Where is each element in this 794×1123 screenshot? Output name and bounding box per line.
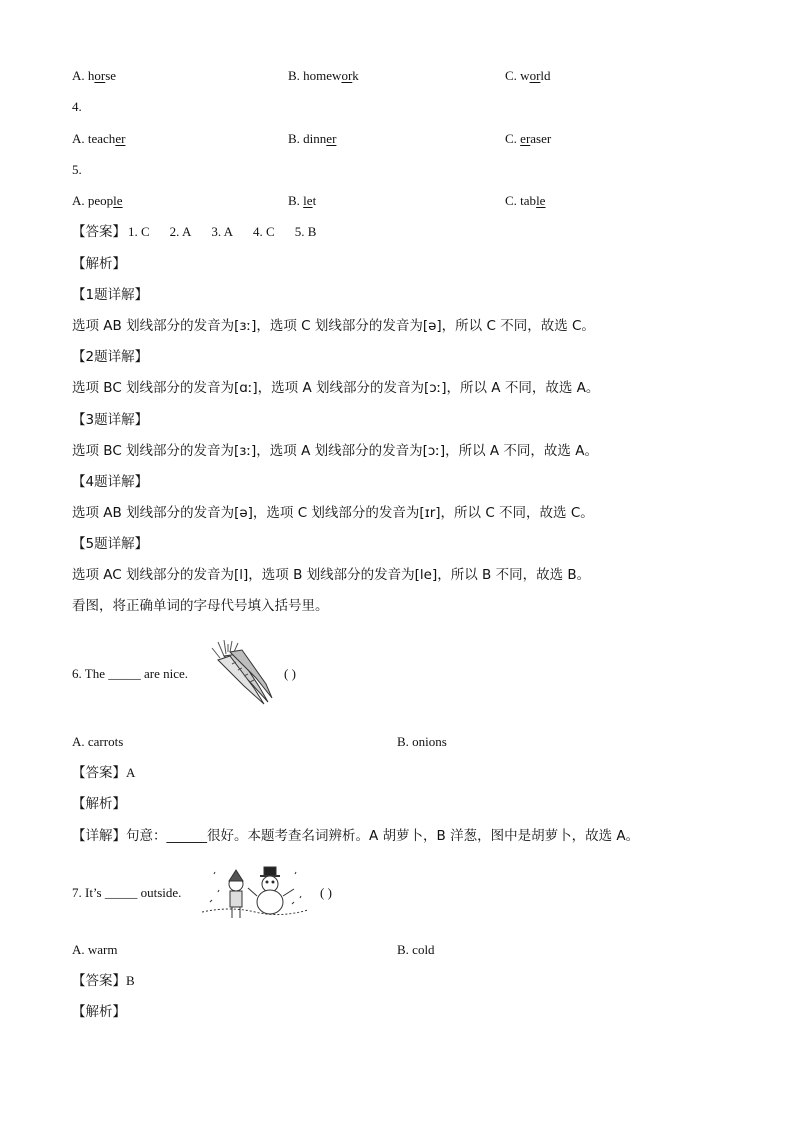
- answer-5: 5. B: [294, 224, 317, 239]
- q5-option-b: B. let: [288, 193, 317, 208]
- q6-detail: [72, 828, 639, 844]
- detail-4-heading: 【4题详解】: [72, 474, 149, 490]
- detail-5-heading: 【5题详解】: [72, 536, 149, 552]
- q6-answer: [72, 765, 135, 781]
- detail-3-heading: 【3题详解】: [72, 412, 149, 428]
- q7-answer: [72, 973, 135, 989]
- q6-detail-text: 句意：______很好。本题考查名词辨析。A 胡萝卜，B 洋葱，图中是胡萝卜，故选 A。: [126, 828, 640, 844]
- q6-option-a: A. carrots: [72, 734, 124, 749]
- q6-option-b: B. onions: [397, 734, 447, 749]
- q7-analysis-heading: 【解析】: [72, 1004, 126, 1020]
- q5-option-a: A. people: [72, 193, 123, 208]
- q4-option-b: B. dinner: [288, 131, 337, 146]
- answer-4: 4. C: [253, 224, 275, 239]
- snowman-picture: [200, 862, 310, 922]
- q7-option-a: A. warm: [72, 942, 118, 957]
- q7-stem: 7. It’s _____ outside.: [72, 885, 182, 900]
- q4-option-c: C. eraser: [505, 131, 552, 146]
- detail-3-text: 选项 BC 划线部分的发音为[ɜː]，选项 A 划线部分的发音为[ɔː]，所以 A 不同，故选 A。: [72, 443, 598, 459]
- q6-answer-paren: ( ): [284, 666, 296, 681]
- q3-option-c: C. world: [505, 68, 551, 83]
- q6-stem: 6. The _____ are nice.: [72, 666, 188, 681]
- q6-answer-tag: 【答案】: [72, 765, 126, 781]
- detail-1-text: 选项 AB 划线部分的发音为[ɜː]，选项 C 划线部分的发音为[ə]，所以 C 不同，故选 C。: [72, 318, 595, 334]
- q4-option-a: A. teacher: [72, 131, 126, 146]
- answer-tag: 【答案】: [72, 224, 126, 240]
- q3-option-a: A. horse: [72, 68, 117, 83]
- answers-1-5: [72, 224, 336, 240]
- analysis-heading: 【解析】: [72, 256, 126, 272]
- q5-option-c: C. table: [505, 193, 546, 208]
- answer-2: 2. A: [169, 224, 192, 239]
- q5-number: 5.: [72, 162, 82, 177]
- q6-answer-value: A: [126, 765, 136, 780]
- detail-1-heading: 【1题详解】: [72, 287, 149, 303]
- answer-3: 3. A: [211, 224, 234, 239]
- q3-option-b: B. homework: [288, 68, 359, 83]
- q6-detail-tag: 【详解】: [72, 828, 126, 844]
- q7-answer-value: B: [126, 973, 135, 988]
- q4-number: 4.: [72, 99, 82, 114]
- detail-2-text: 选项 BC 划线部分的发音为[ɑː]，选项 A 划线部分的发音为[ɔː]，所以 A 不同，故选 A。: [72, 380, 600, 396]
- detail-5-text: 选项 AC 划线部分的发音为[l]，选项 B 划线部分的发音为[le]，所以 B 不同，故选 B。: [72, 567, 591, 583]
- q7-option-b: B. cold: [397, 942, 435, 957]
- q7-answer-paren: ( ): [320, 885, 332, 900]
- q7-answer-tag: 【答案】: [72, 973, 126, 989]
- detail-2-heading: 【2题详解】: [72, 349, 149, 365]
- section-instruction: 看图，将正确单词的字母代号填入括号里。: [72, 598, 329, 614]
- answer-1: 1. C: [128, 224, 150, 239]
- carrots-picture: [210, 638, 276, 706]
- q6-analysis-heading: 【解析】: [72, 796, 126, 812]
- detail-4-text: 选项 AB 划线部分的发音为[ə]，选项 C 划线部分的发音为[ɪr]，所以 C 不同，故选 C。: [72, 505, 594, 521]
